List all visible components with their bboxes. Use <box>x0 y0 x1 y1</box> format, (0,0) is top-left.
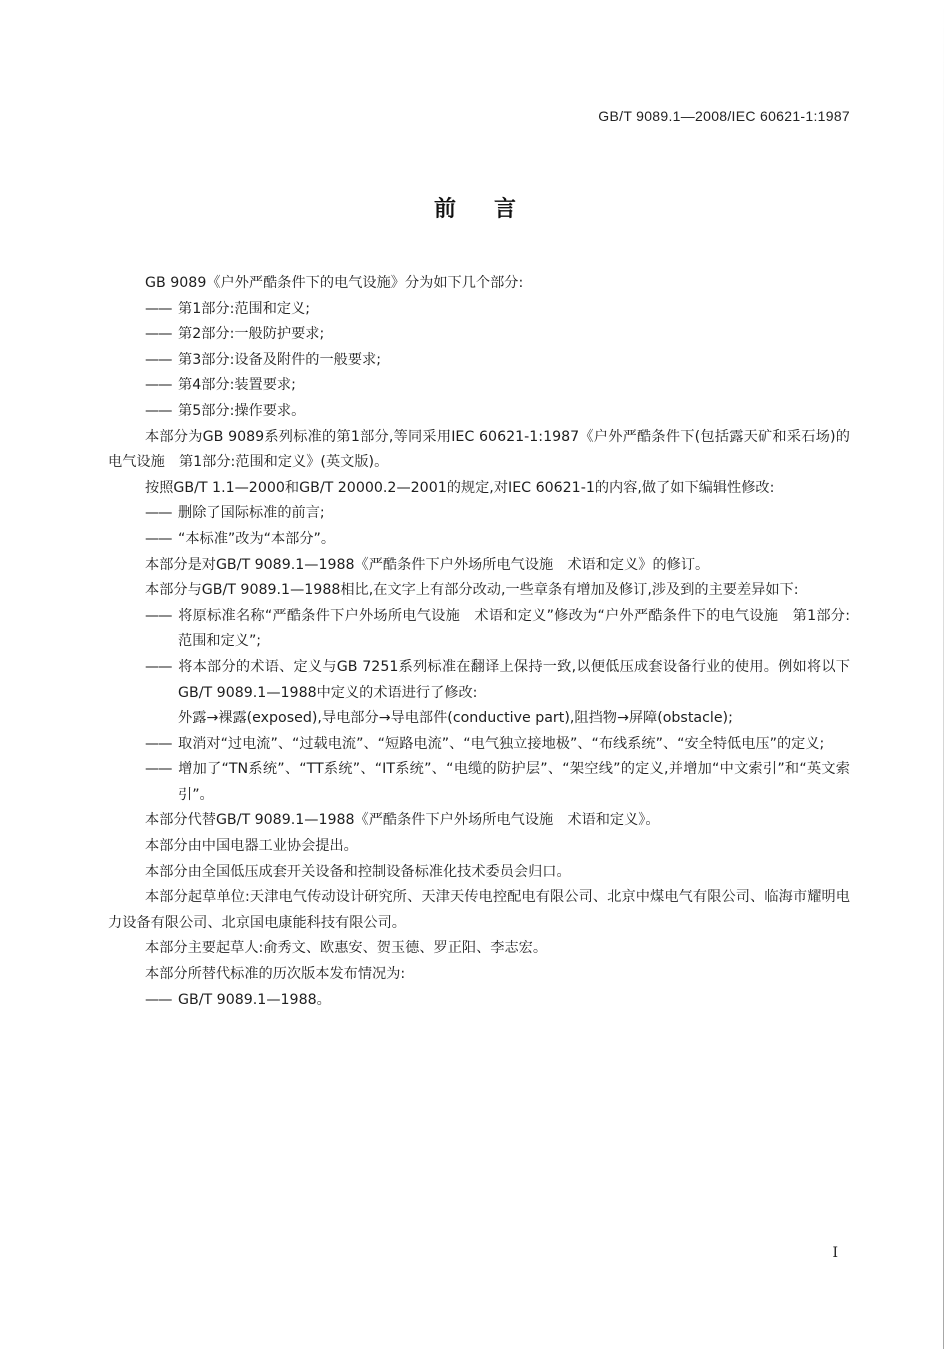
dash-marker: —— <box>145 658 172 675</box>
difference-list-item <box>108 732 850 758</box>
managed-by-paragraph: 本部分由全国低压成套开关设备和控制设备标准化技术委员会归口。 <box>145 863 571 880</box>
differences-paragraph: 本部分与GB/T 9089.1—1988相比,在文字上有部分改动,一些章条有增加及修订,涉及到的主要差异如下: <box>145 582 799 599</box>
part-list-item-text: 第2部分:一般防护要求; <box>178 326 325 343</box>
history-list-item-text: GB/T 9089.1—1988。 <box>178 991 331 1008</box>
editorial-list-item-text: “本标准”改为“本部分”。 <box>178 530 336 547</box>
part-list-item-text: 第4部分:装置要求; <box>178 377 296 394</box>
editorial-list-item-text: 删除了国际标准的前言; <box>178 505 325 522</box>
standard-number-header: GB/T 9089.1—2008/IEC 60621-1:1987 <box>598 108 850 124</box>
replaces-paragraph: 本部分代替GB/T 9089.1—1988《严酷条件下户外场所电气设施 术语和定义》。 <box>145 812 660 829</box>
difference-list-item <box>108 604 850 655</box>
adoption-paragraph: 本部分为GB 9089系列标准的第1部分,等同采用IEC 60621-1:1987《户外严酷条件下(包括露天矿和采石场)的电气设施 第1部分:范围和定义》(英文版)。 <box>108 428 850 471</box>
dash-marker: —— <box>145 530 172 547</box>
difference-list-item-text: 将原标准名称“严酷条件下户外场所电气设施 术语和定义”修改为“户外严酷条件下的电气设施 第1部分:范围和定义”; <box>178 607 850 650</box>
dash-marker: —— <box>145 607 172 624</box>
part-list-item <box>108 322 850 348</box>
drafters-paragraph: 本部分主要起草人:俞秀文、欧惠安、贺玉德、罗正阳、李志宏。 <box>145 940 548 957</box>
intro-paragraph: GB 9089《户外严酷条件下的电气设施》分为如下几个部分: <box>145 275 524 291</box>
part-list-item-text: 第5部分:操作要求。 <box>178 402 306 419</box>
part-list-item <box>108 348 850 374</box>
dash-marker: —— <box>145 735 172 752</box>
history-paragraph: 本部分所替代标准的历次版本发布情况为: <box>145 966 406 983</box>
editorial-paragraph: 按照GB/T 1.1—2000和GB/T 20000.2—2001的规定,对IEC 60621-1的内容,做了如下编辑性修改: <box>145 479 775 496</box>
drafting-units-paragraph: 本部分起草单位:天津电气传动设计研究所、天津天传电控配电有限公司、北京中煤电气有限公司、临海市耀明电力设备有限公司、北京国电康能科技有限公司。 <box>108 889 850 931</box>
page-number: I <box>832 1245 838 1261</box>
difference-list-item-text: 取消对“过电流”、“过载电流”、“短路电流”、“电气独立接地极”、“布线系统”、“安全特低电压”的定义; <box>178 735 825 752</box>
part-list-item <box>108 373 850 399</box>
part-list-item <box>108 399 850 425</box>
proposed-by-paragraph: 本部分由中国电器工业协会提出。 <box>145 838 358 855</box>
foreword-body <box>108 271 850 1013</box>
history-list-item <box>108 988 850 1014</box>
dash-marker: —— <box>145 351 172 368</box>
difference-list-item-text: 增加了“TN系统”、“TT系统”、“IT系统”、“电缆的防护层”、“架空线”的定义,并增加“中文索引”和“英文索引”。 <box>178 761 850 803</box>
dash-marker: —— <box>145 761 172 778</box>
difference-list-item <box>108 757 850 808</box>
dash-marker: —— <box>145 300 172 317</box>
dash-marker: —— <box>145 505 172 522</box>
editorial-list-item <box>108 527 850 553</box>
difference-list-item-text: 将本部分的术语、定义与GB 7251系列标准在翻译上保持一致,以便低压成套设备行业的使用。例如将以下GB/T 9089.1—1988中定义的术语进行了修改: <box>178 658 850 701</box>
dash-marker: —— <box>145 326 172 343</box>
page-title: 前言 <box>433 197 554 222</box>
dash-marker: —— <box>145 991 172 1008</box>
dash-marker: —— <box>145 377 172 394</box>
part-list-item-text: 第1部分:范围和定义; <box>178 300 311 317</box>
editorial-list-item <box>108 501 850 527</box>
dash-marker: —— <box>145 402 172 419</box>
part-list-item-text: 第3部分:设备及附件的一般要求; <box>178 351 382 368</box>
term-changes-line: 外露→裸露(exposed),导电部分→导电部件(conductive part),阻挡物→屏障(obstacle); <box>178 710 733 727</box>
revision-paragraph: 本部分是对GB/T 9089.1—1988《严酷条件下户外场所电气设施 术语和定义》的修订。 <box>145 556 710 573</box>
difference-list-item <box>108 655 850 706</box>
part-list-item <box>108 297 850 323</box>
